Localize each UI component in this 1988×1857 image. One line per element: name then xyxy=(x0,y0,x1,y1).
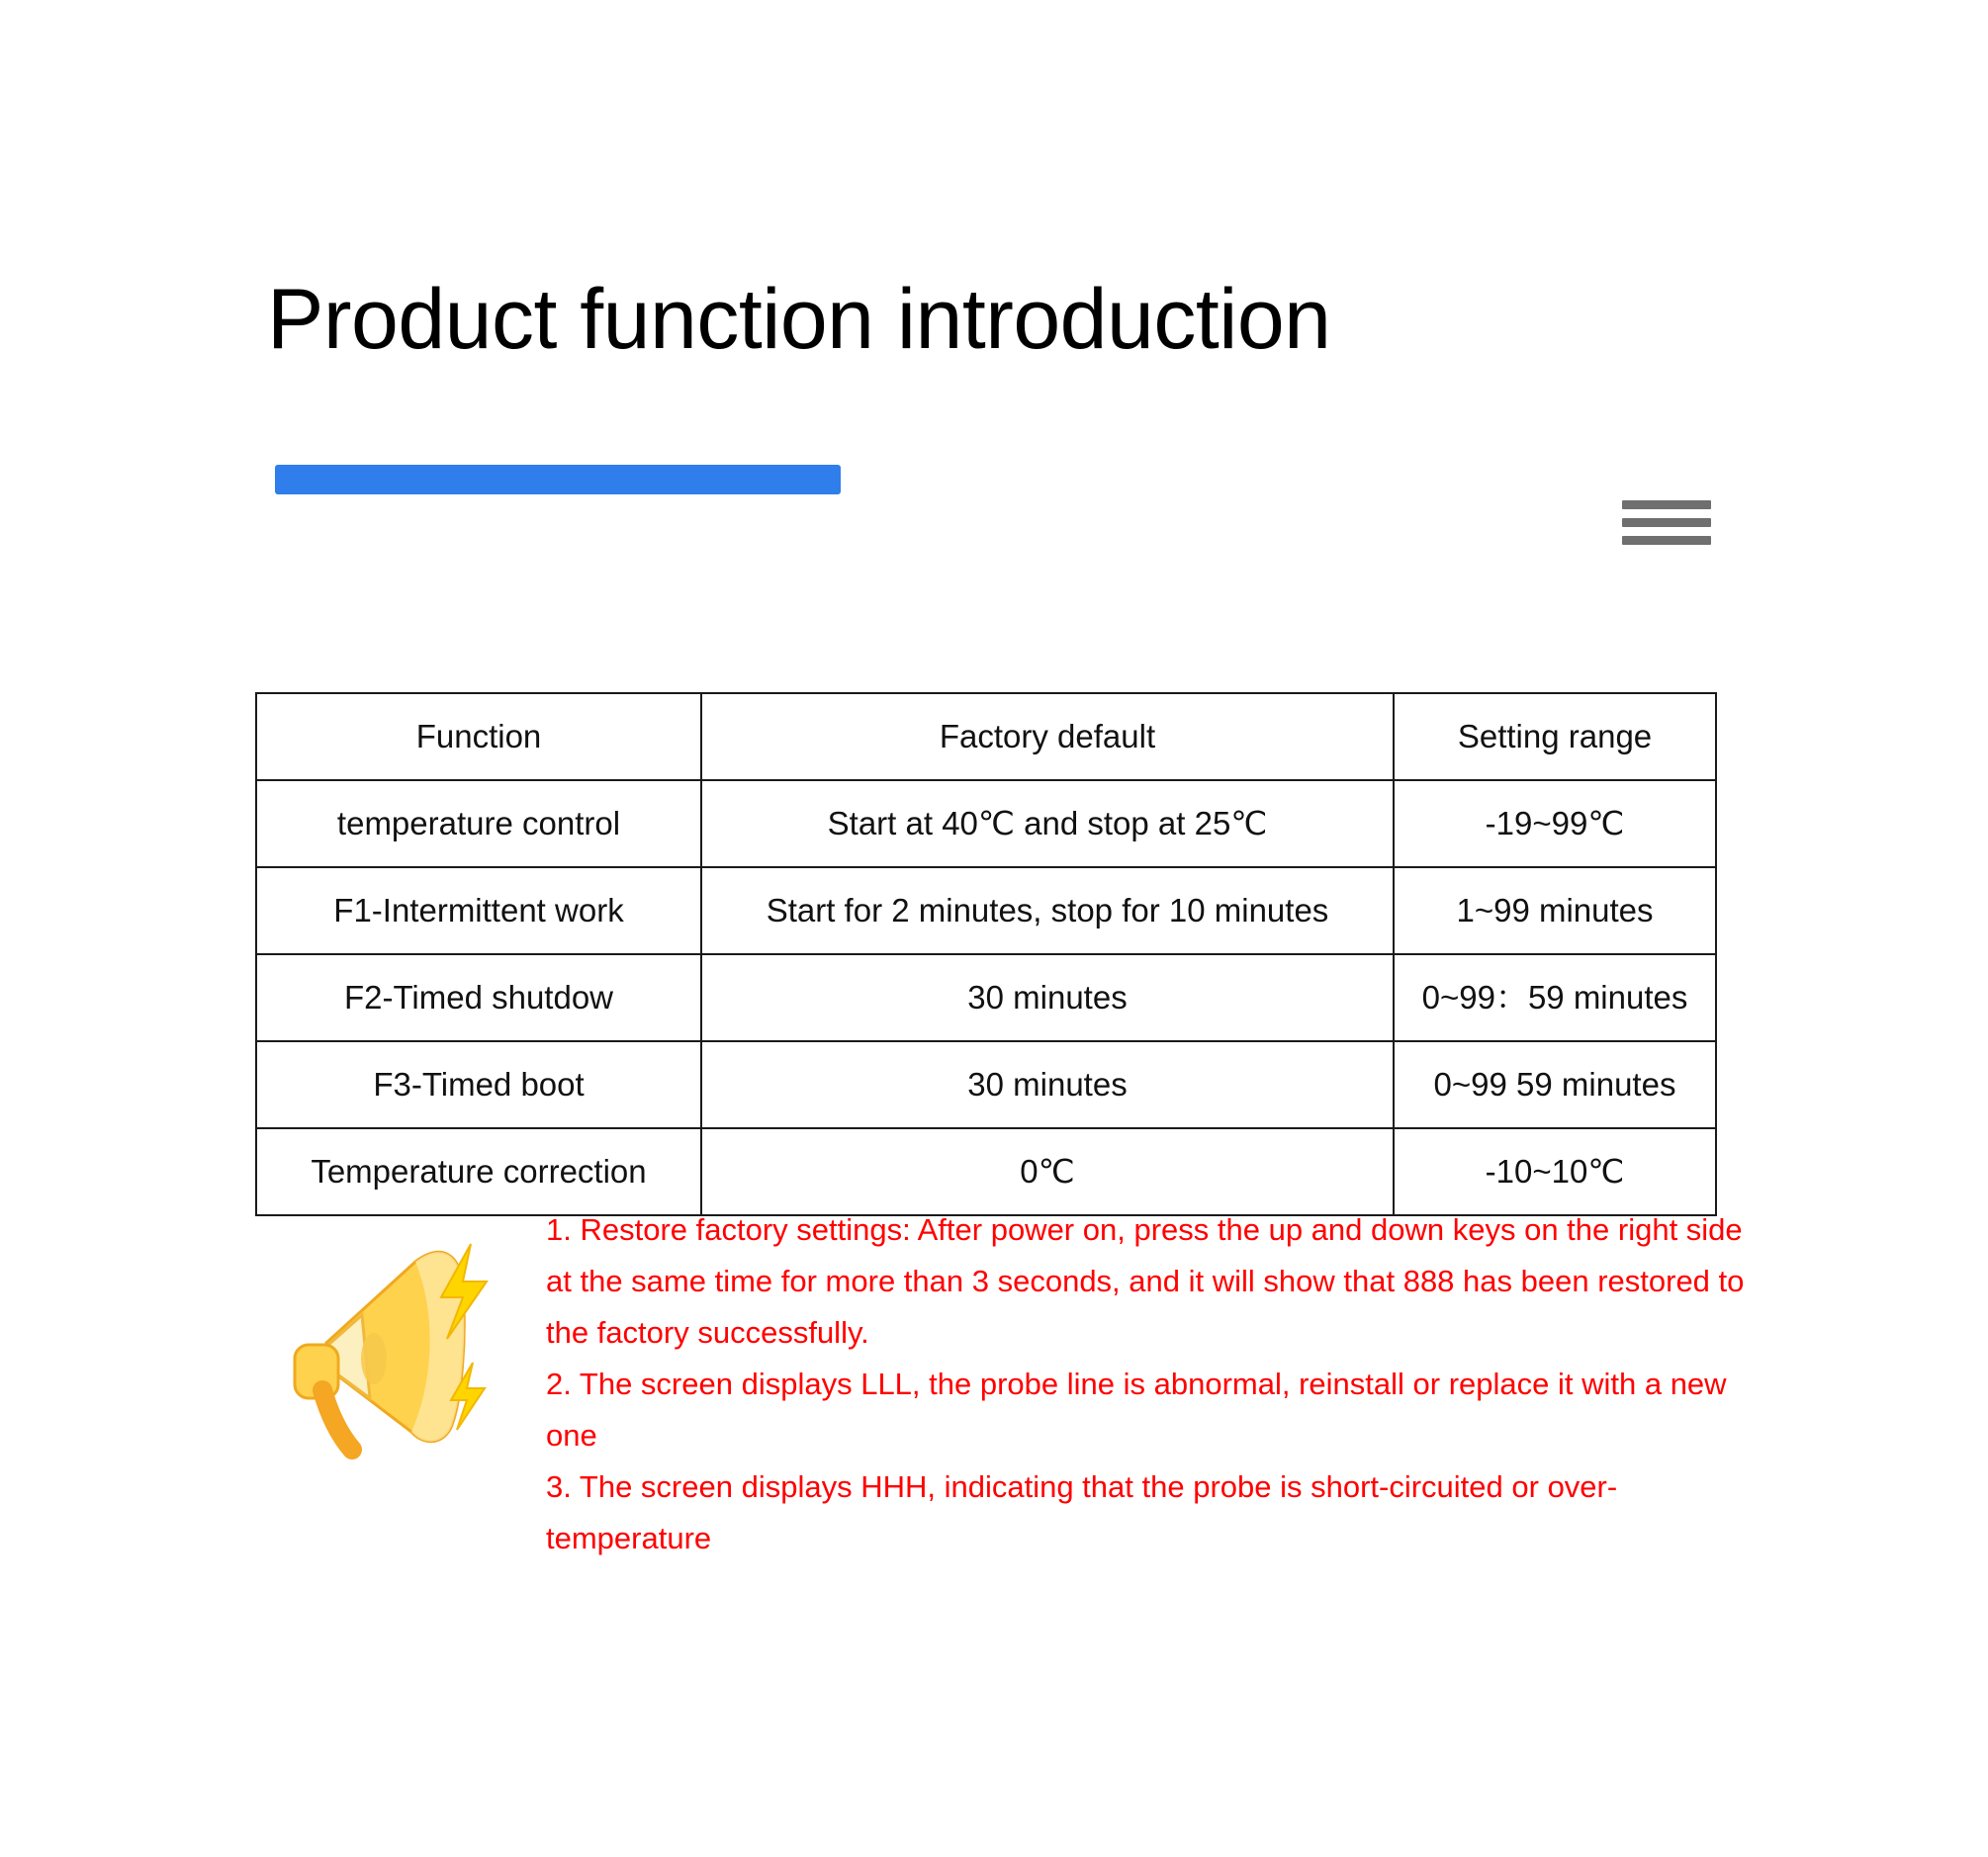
accent-bar xyxy=(275,465,841,494)
notes-block xyxy=(546,1204,1751,1564)
table-row xyxy=(256,1128,1716,1215)
table-cell-default: 30 minutes xyxy=(701,1041,1394,1128)
table-header-cell: Function xyxy=(256,693,701,780)
table-cell-function: F3-Timed boot xyxy=(256,1041,701,1128)
table-row xyxy=(256,867,1716,954)
table-cell-function: F2-Timed shutdow xyxy=(256,954,701,1041)
table-row xyxy=(256,780,1716,867)
note-item: 3. The screen displays HHH, indicating that the probe is short-circuited or over-temperature xyxy=(546,1469,1618,1555)
note-item: 1. Restore factory settings: After power on, press the up and down keys on the right side at the same time for more than 3 seconds, and it will show that 888 has been restored to the factory successfully. xyxy=(546,1212,1745,1350)
table-cell-range: 1~99 minutes xyxy=(1394,867,1716,954)
hamburger-bar xyxy=(1622,518,1711,527)
table-cell-function: temperature control xyxy=(256,780,701,867)
table-header-cell: Factory default xyxy=(701,693,1394,780)
page-title: Product function introduction xyxy=(267,272,1331,367)
table-cell-function: Temperature correction xyxy=(256,1128,701,1215)
table-cell-range: -19~99℃ xyxy=(1394,780,1716,867)
table-cell-default: 30 minutes xyxy=(701,954,1394,1041)
function-table xyxy=(255,692,1717,1216)
table-cell-range: 0~99：59 minutes xyxy=(1394,954,1716,1041)
table-cell-function: F1-Intermittent work xyxy=(256,867,701,954)
table-cell-range: -10~10℃ xyxy=(1394,1128,1716,1215)
hamburger-bar xyxy=(1622,536,1711,545)
table-header-row xyxy=(256,693,1716,780)
table-cell-range: 0~99 59 minutes xyxy=(1394,1041,1716,1128)
table-row xyxy=(256,954,1716,1041)
table-cell-default: Start at 40℃ and stop at 25℃ xyxy=(701,780,1394,867)
note-item: 2. The screen displays LLL, the probe line is abnormal, reinstall or replace it with a new one xyxy=(546,1367,1727,1453)
hamburger-icon xyxy=(1622,500,1711,548)
table-cell-default: Start for 2 minutes, stop for 10 minutes xyxy=(701,867,1394,954)
hamburger-bar xyxy=(1622,500,1711,509)
table-header-cell: Setting range xyxy=(1394,693,1716,780)
megaphone-icon xyxy=(267,1224,524,1461)
table-row xyxy=(256,1041,1716,1128)
table-cell-default: 0℃ xyxy=(701,1128,1394,1215)
